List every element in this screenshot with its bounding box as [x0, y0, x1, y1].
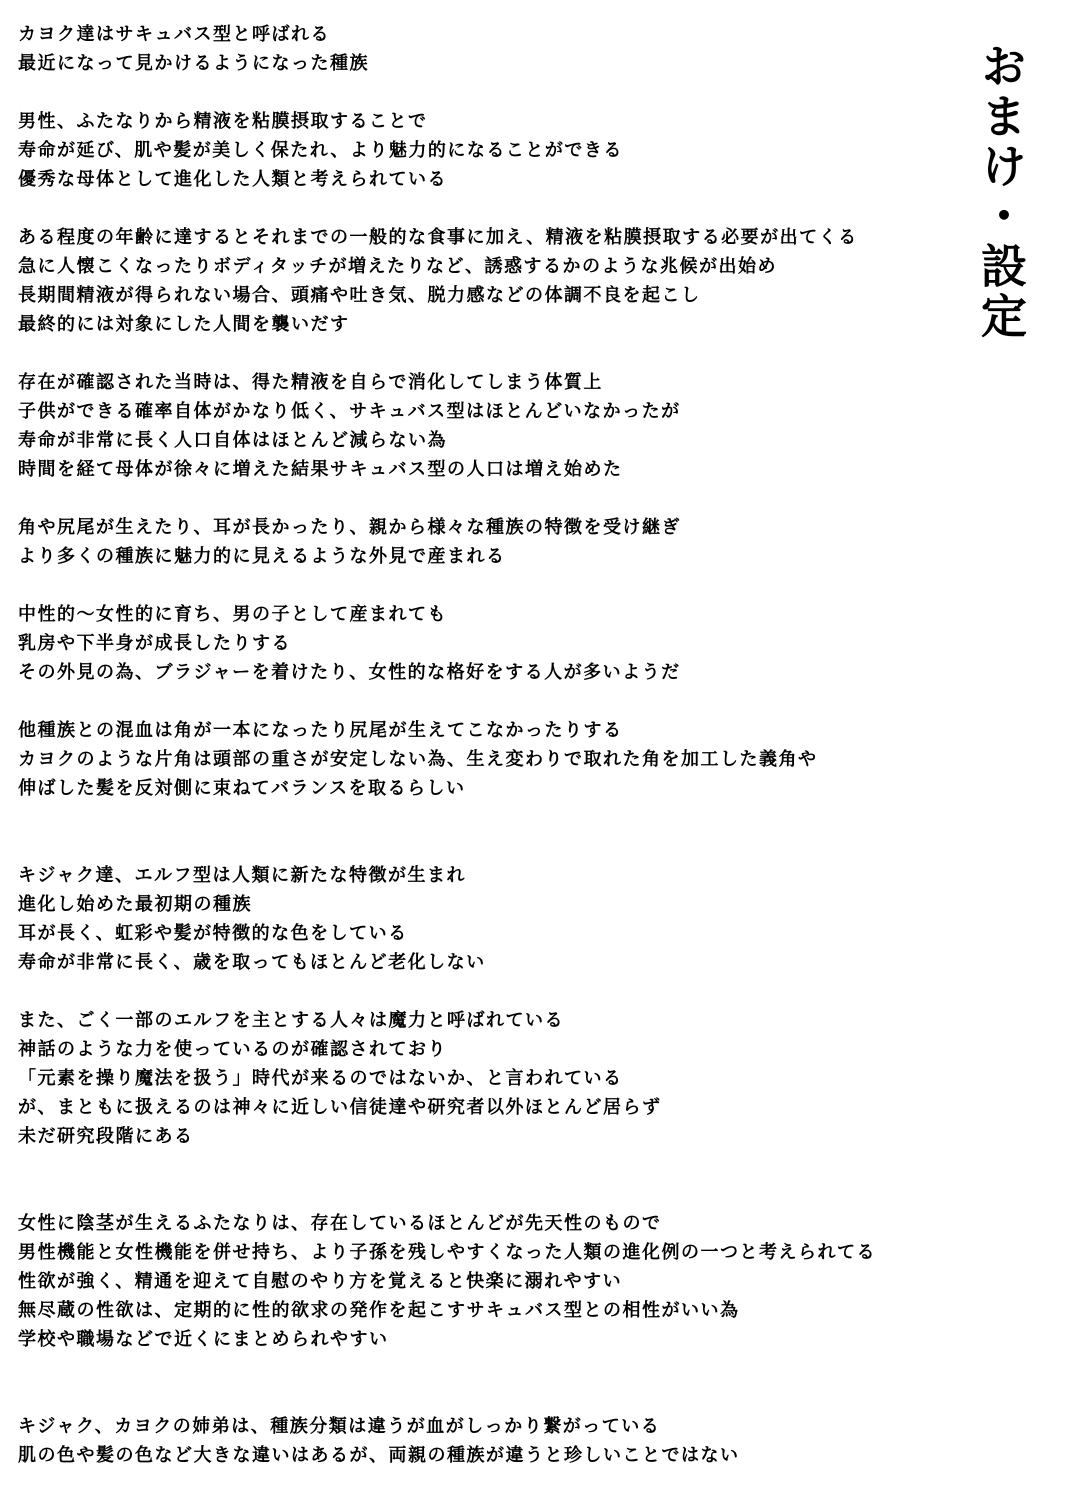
text-line: 角や尻尾が生えたり、耳が長かったり、親から様々な種族の特徴を受け継ぎ [18, 517, 681, 538]
text-line: 進化し始めた最初期の種族 [18, 894, 252, 915]
text-line: キジャク、カヨクの姉弟は、種族分類は違うが血がしっかり繋がっている [18, 1416, 661, 1437]
paragraph-spacer [18, 194, 938, 223]
text-line: 他種族との混血は角が一本になったり尻尾が生えてこなかったりする [18, 720, 623, 741]
text-line: 男性、ふたなりから精液を粘膜摂取することで [18, 111, 428, 132]
paragraph-spacer [18, 571, 938, 600]
paragraph [18, 20, 938, 78]
text-line: また、ごく一部のエルフを主とする人々は魔力と呼ばれている [18, 1010, 564, 1031]
text-line: 女性に陰茎が生えるふたなりは、存在しているほとんどが先天性のもので [18, 1213, 662, 1234]
paragraph-spacer [18, 803, 938, 861]
text-line: 最終的には対象にした人間を襲いだす [18, 314, 350, 335]
paragraph [18, 223, 938, 339]
text-line: 未だ研究段階にある [18, 1126, 194, 1147]
text-line: 男性機能と女性機能を併せ持ち、より子孫を残しやすくなった人類の進化例の一つと考えられてる [18, 1242, 876, 1263]
text-line: 長期間精液が得られない場合、頭痛や吐き気、脱力感などの体調不良を起こし [18, 285, 701, 306]
text-line: 神話のような力を使っているのが確認されており [18, 1039, 447, 1060]
text-line: 肌の色や髪の色など大きな違いはあるが、両親の種族が違うと珍しいことではない [18, 1445, 740, 1466]
text-line: 寿命が延び、肌や髪が美しく保たれ、より魅力的になることができる [18, 140, 623, 161]
text-line: 存在が確認された当時は、得た精液を自らで消化してしまう体質上 [18, 372, 603, 393]
text-line: カヨクのような片角は頭部の重さが安定しない為、生え変わりで取れた角を加工した義角や [18, 749, 818, 770]
paragraph-spacer [18, 977, 938, 1006]
text-line: カヨク達はサキュバス型と呼ばれる [18, 24, 330, 45]
paragraph [18, 1209, 938, 1354]
paragraph [18, 513, 938, 571]
text-line: 寿命が非常に長く、歳を取ってもほとんど老化しない [18, 952, 486, 973]
text-line: 中性的～女性的に育ち、男の子として産まれても [18, 604, 447, 625]
text-line: 寿命が非常に長く人口自体はほとんど減らない為 [18, 430, 447, 451]
paragraph [18, 600, 938, 687]
paragraph [18, 107, 938, 194]
text-line: 「元素を操り魔法を扱う」時代が来るのではないか、と言われている [18, 1068, 623, 1089]
paragraph-spacer [18, 78, 938, 107]
paragraph [18, 1006, 938, 1151]
text-line: 耳が長く、虹彩や髪が特徴的な色をしている [18, 923, 408, 944]
paragraph-spacer [18, 1354, 938, 1412]
text-line: 無尽蔵の性欲は、定期的に性的欲求の発作を起こすサキュバス型との相性がいい為 [18, 1300, 740, 1321]
paragraph [18, 1412, 938, 1470]
text-line: 伸ばした髪を反対側に束ねてバランスを取るらしい [18, 778, 466, 799]
text-line: その外見の為、ブラジャーを着けたり、女性的な格好をする人が多いようだ [18, 662, 681, 683]
paragraph [18, 716, 938, 803]
text-line: より多くの種族に魅力的に見えるような外見で産まれる [18, 546, 506, 567]
paragraph-spacer [18, 1151, 938, 1209]
paragraph-spacer [18, 687, 938, 716]
text-line: ある程度の年齢に達するとそれまでの一般的な食事に加え、精液を粘膜摂取する必要が出てくる [18, 227, 858, 248]
text-line: 性欲が強く、精通を迎えて自慰のやり方を覚えると快楽に溺れやすい [18, 1271, 623, 1292]
body-text [18, 20, 938, 1470]
paragraph-spacer [18, 339, 938, 368]
text-line: 子供ができる確率自体がかなり低く、サキュバス型はほとんどいなかったが [18, 401, 681, 422]
text-line: キジャク達、エルフ型は人類に新たな特徴が生まれ [18, 865, 466, 886]
text-line: が、まともに扱えるのは神々に近しい信徒達や研究者以外ほとんど居らず [18, 1097, 662, 1118]
text-line: 急に人懐こくなったりボディタッチが増えたりなど、誘惑するかのような兆候が出始め [18, 256, 778, 277]
paragraph [18, 368, 938, 484]
paragraph [18, 861, 938, 977]
text-line: 乳房や下半身が成長したりする [18, 633, 291, 654]
text-line: 優秀な母体として進化した人類と考えられている [18, 169, 447, 190]
page-title: おまけ・設定 [974, 42, 1028, 342]
paragraph-spacer [18, 484, 938, 513]
text-line: 学校や職場などで近くにまとめられやすい [18, 1329, 389, 1350]
text-line: 時間を経て母体が徐々に増えた結果サキュバス型の人口は増え始めた [18, 459, 623, 480]
text-line: 最近になって見かけるようになった種族 [18, 53, 369, 74]
